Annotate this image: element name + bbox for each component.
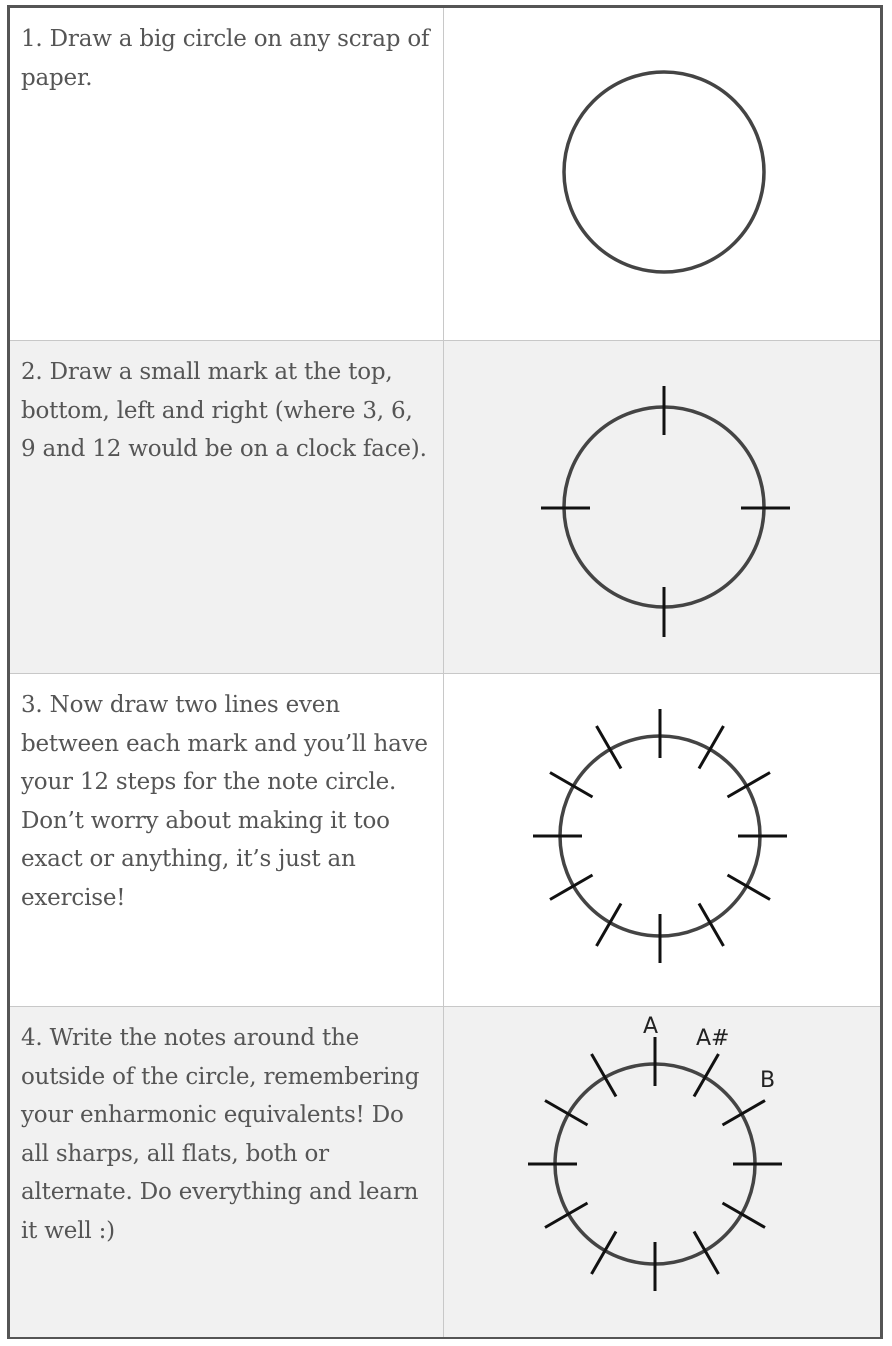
step-text-cell xyxy=(10,1007,444,1337)
note-label-b: B xyxy=(760,1068,776,1093)
step-text-cell xyxy=(10,674,444,1006)
step-1-text: 1. Draw a big circle on any scrap of paper. xyxy=(21,26,430,91)
step-text-cell xyxy=(10,341,444,673)
step-2-figure xyxy=(444,341,880,673)
big-circle xyxy=(564,407,764,607)
big-circle xyxy=(564,72,764,272)
step-2-text: 2. Draw a small mark at the top, bottom, left and right (where 3, 6, 9 and 12 would be on a clock face). xyxy=(21,359,427,462)
step-3-figure xyxy=(444,674,880,1006)
step-3-text: 3. Now draw two lines even between each mark and you’ll have your 12 steps for the note circle. Don’t worry about making it too exact or anything, it’s just an exercise! xyxy=(21,692,428,911)
step-row-3 xyxy=(10,673,880,1006)
step-4-text: 4. Write the notes around the outside of the circle, remembering your enharmonic equivalents! Do all sharps, all flats, both or alternate. Do everything and learn it well :) xyxy=(21,1025,420,1244)
circle-drawing xyxy=(444,8,880,340)
step-4-figure xyxy=(444,1007,880,1337)
circle-with-twelve-marks xyxy=(444,674,880,1006)
big-circle xyxy=(560,736,760,936)
step-row-1 xyxy=(10,8,880,340)
step-row-2 xyxy=(10,340,880,673)
note-label-a: A xyxy=(643,1014,659,1039)
circle-with-four-marks xyxy=(444,341,880,673)
note-label-a-sharp: A# xyxy=(696,1026,730,1051)
step-row-4 xyxy=(10,1006,880,1337)
instructions-table xyxy=(7,5,883,1339)
step-text-cell xyxy=(10,8,444,340)
big-circle xyxy=(555,1064,755,1264)
circle-with-note-labels xyxy=(444,1007,880,1337)
step-1-figure xyxy=(444,8,880,340)
